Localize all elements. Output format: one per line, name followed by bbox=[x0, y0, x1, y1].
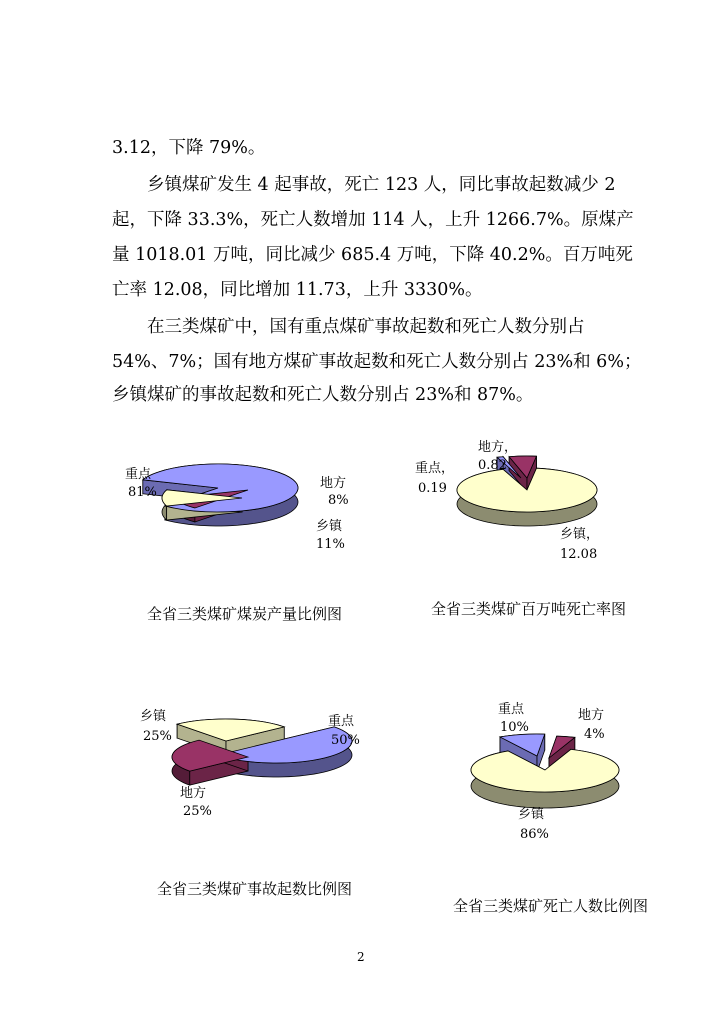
text-line-4: 量 1018.01 万吨，同比减少 685.4 万吨，下降 40.2%。百万吨死 bbox=[112, 245, 633, 265]
pie-slice-3 bbox=[471, 749, 619, 792]
pie-value-3: 25% bbox=[143, 729, 172, 744]
pie-value-3: 12.08 bbox=[560, 547, 598, 562]
text-line-5: 亡率 12.08，同比增加 11.73，上升 3330%。 bbox=[112, 280, 483, 300]
pie-label-1: 重点 bbox=[125, 467, 152, 482]
pie-value-3: 11% bbox=[316, 537, 345, 552]
pie-label-3: 乡镇 bbox=[140, 709, 167, 724]
chart-title-deaths: 全省三类煤矿死亡人数比例图 bbox=[453, 897, 649, 915]
pie-label-2: 地方 bbox=[320, 476, 347, 491]
pie-label-2: 地方 bbox=[578, 708, 605, 723]
pie-value-2: 0.82 bbox=[478, 458, 507, 473]
pie-value-2: 25% bbox=[183, 804, 212, 819]
pie-value-1: 81% bbox=[128, 485, 157, 500]
pie-chart-1 bbox=[125, 464, 349, 552]
pie-label-3: 乡镇， bbox=[560, 527, 600, 542]
chart-title-production: 全省三类煤矿煤炭产量比例图 bbox=[147, 605, 343, 623]
pie-label-1: 重点 bbox=[498, 702, 525, 717]
pie-value-1: 10% bbox=[500, 720, 529, 735]
pie-label-1: 重点 bbox=[328, 714, 355, 729]
chart-title-death-rate: 全省三类煤矿百万吨死亡率图 bbox=[431, 600, 627, 618]
text-line-6: 在三类煤矿中，国有重点煤矿事故起数和死亡人数分别占 bbox=[147, 317, 585, 337]
text-line-2: 乡镇煤矿发生 4 起事故，死亡 123 人，同比事故起数减少 2 bbox=[147, 175, 616, 195]
text-line-3: 起，下降 33.3%，死亡人数增加 114 人，上升 1266.7%。原煤产 bbox=[112, 210, 634, 230]
page-number: 2 bbox=[357, 950, 365, 964]
pie-chart-2 bbox=[415, 439, 599, 562]
text-line-8: 乡镇煤矿的事故起数和死亡人数分别占 23%和 87%。 bbox=[112, 385, 534, 405]
text-line-1: 3.12，下降 79%。 bbox=[112, 138, 266, 158]
chart-title-accidents: 全省三类煤矿事故起数比例图 bbox=[157, 880, 353, 898]
pie-chart-4 bbox=[471, 701, 619, 842]
pie-value-2: 8% bbox=[328, 493, 349, 508]
pie-label-3: 乡镇 bbox=[518, 807, 545, 822]
pie-value-1: 50% bbox=[331, 733, 360, 748]
pie-chart-3 bbox=[140, 708, 360, 819]
pie-label-2: 地方， bbox=[478, 440, 518, 455]
pie-value-1: 0.19 bbox=[418, 481, 447, 496]
text-line-7: 54%、7%；国有地方煤矿事故起数和死亡人数分别占 23%和 6%； bbox=[112, 352, 642, 372]
pie-label-2: 地方 bbox=[180, 786, 207, 801]
pie-value-3: 86% bbox=[520, 827, 549, 842]
pie-value-2: 4% bbox=[584, 727, 605, 742]
pie-label-1: 重点， bbox=[415, 461, 455, 476]
pie-label-3: 乡镇 bbox=[316, 519, 343, 534]
